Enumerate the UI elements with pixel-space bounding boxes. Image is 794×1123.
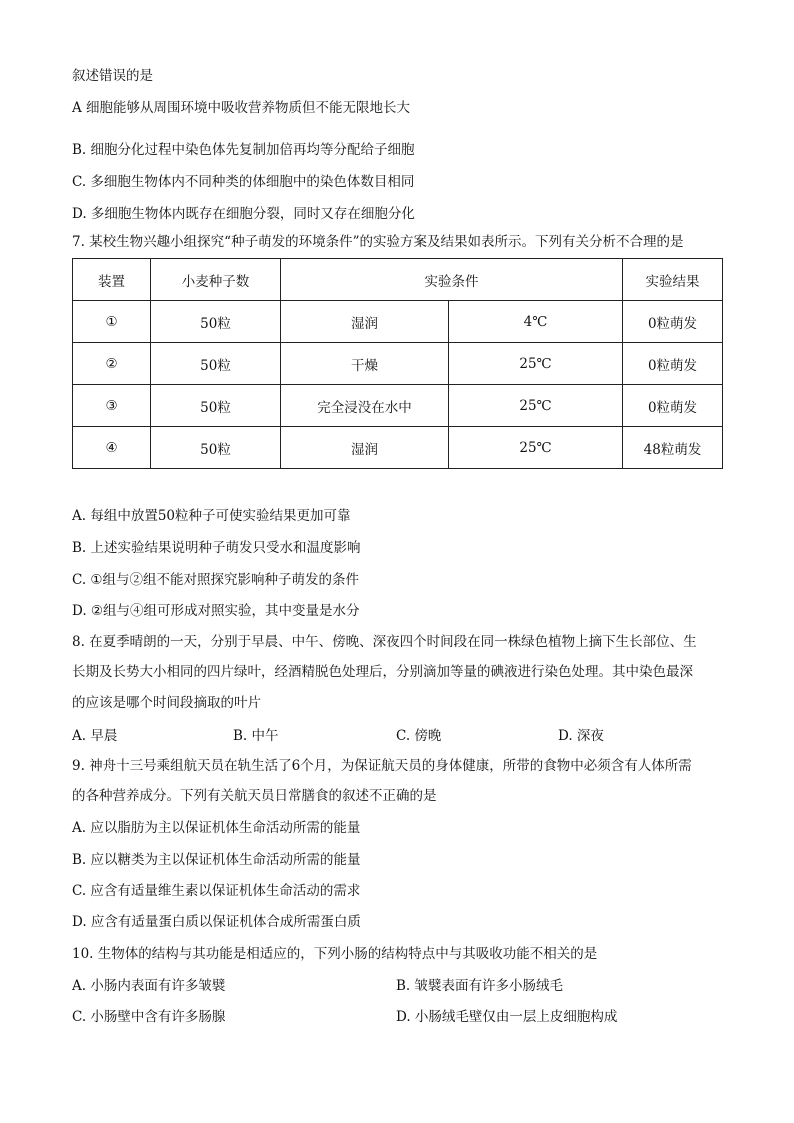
table-cell: 0粒萌发 xyxy=(623,301,723,343)
table-header-row xyxy=(73,259,723,301)
q9-option-a: A. 应以脂肪为主以保证机体生命活动所需的能量 xyxy=(72,820,361,836)
q8-options-row xyxy=(72,726,724,746)
q9-option-b: B. 应以糖类为主以保证机体生命活动所需的能量 xyxy=(72,852,361,868)
table-header-cell: 小麦种子数 xyxy=(151,259,281,301)
q10-options-row-2 xyxy=(72,1007,724,1027)
q7-option-b: B. 上述实验结果说明种子萌发只受水和温度影响 xyxy=(72,540,361,556)
q9-option-d: D. 应含有适量蛋白质以保证机体合成所需蛋白质 xyxy=(72,914,361,930)
question-9-stem-line-2: 的各种营养成分。下列有关航天员日常膳食的叙述不正确的是 xyxy=(72,788,437,804)
q10-options-row-1 xyxy=(72,976,724,996)
table-cell: 4℃ xyxy=(449,301,623,343)
table-cell: 25℃ xyxy=(449,385,623,427)
table-cell: 完全浸没在水中 xyxy=(281,385,449,427)
table-cell: ④ xyxy=(73,427,151,469)
table-cell: 0粒萌发 xyxy=(623,343,723,385)
question-8-stem-line-1: 8. 在夏季晴朗的一天，分别于早晨、中午、傍晚、深夜四个时间段在同一株绿色植物上摘下生长部位、生 xyxy=(72,634,697,650)
question-8-stem-line-3: 的应该是哪个时间段摘取的叶片 xyxy=(72,695,261,711)
table-row xyxy=(73,343,723,385)
q8-option-b: B. 中午 xyxy=(233,728,279,744)
table-cell: 0粒萌发 xyxy=(623,385,723,427)
q8-option-c: C. 傍晚 xyxy=(396,728,442,744)
table-header-cell: 实验结果 xyxy=(623,259,723,301)
table-row xyxy=(73,385,723,427)
q10-option-a: A. 小肠内表面有许多皱襞 xyxy=(72,978,226,994)
table-cell: 湿润 xyxy=(281,427,449,469)
q7-option-c: C. ①组与②组不能对照探究影响种子萌发的条件 xyxy=(72,572,360,588)
q8-option-a: A. 早晨 xyxy=(72,728,118,744)
q10-option-d: D. 小肠绒毛壁仅由一层上皮细胞构成 xyxy=(396,1009,618,1025)
table-cell: ② xyxy=(73,343,151,385)
table-cell: 25℃ xyxy=(449,427,623,469)
q10-option-c: C. 小肠壁中含有许多肠腺 xyxy=(72,1009,226,1025)
question-7-stem: 7. 某校生物兴趣小组探究“种子萌发的环境条件”的实验方案及结果如表所示。下列有关分析不合理的是 xyxy=(72,234,684,250)
table-cell: 50粒 xyxy=(151,427,281,469)
table-cell: 50粒 xyxy=(151,385,281,427)
q6-option-d: D. 多细胞生物体内既存在细胞分裂，同时又存在细胞分化 xyxy=(72,206,415,222)
table-cell: 湿润 xyxy=(281,301,449,343)
question-8-stem-line-2: 长期及长势大小相同的四片绿叶，经酒精脱色处理后，分别滴加等量的碘液进行染色处理。其中染色最深 xyxy=(72,664,693,680)
q7-option-a: A. 每组中放置50粒种子可使实验结果更加可靠 xyxy=(72,508,351,524)
table-cell: 25℃ xyxy=(449,343,623,385)
table-cell: 干燥 xyxy=(281,343,449,385)
question-6-stem-tail: 叙述错误的是 xyxy=(72,68,153,84)
table-header-cell: 实验条件 xyxy=(281,259,623,301)
table-cell: ① xyxy=(73,301,151,343)
q9-option-c: C. 应含有适量维生素以保证机体生命活动的需求 xyxy=(72,883,361,899)
q10-option-b: B. 皱襞表面有许多小肠绒毛 xyxy=(396,978,564,994)
table-cell: 50粒 xyxy=(151,301,281,343)
table-cell: ③ xyxy=(73,385,151,427)
question-10-stem: 10. 生物体的结构与其功能是相适应的，下列小肠的结构特点中与其吸收功能不相关的是 xyxy=(72,946,598,962)
table-cell: 48粒萌发 xyxy=(623,427,723,469)
question-9-stem-line-1: 9. 神舟十三号乘组航天员在轨生活了6个月，为保证航天员的身体健康，所带的食物中必须含有人体所需 xyxy=(72,758,692,774)
table-header-cell: 装置 xyxy=(73,259,151,301)
table-row xyxy=(73,301,723,343)
experiment-table xyxy=(72,258,723,469)
table-cell: 50粒 xyxy=(151,343,281,385)
q7-option-d: D. ②组与④组可形成对照实验，其中变量是水分 xyxy=(72,603,360,619)
q6-option-b: B. 细胞分化过程中染色体先复制加倍再均等分配给子细胞 xyxy=(72,142,415,158)
q6-option-a: A 细胞能够从周围环境中吸收营养物质但不能无限地长大 xyxy=(72,100,411,116)
q6-option-c: C. 多细胞生物体内不同种类的体细胞中的染色体数目相同 xyxy=(72,174,415,190)
q8-option-d: D. 深夜 xyxy=(558,728,604,744)
table-row xyxy=(73,427,723,469)
